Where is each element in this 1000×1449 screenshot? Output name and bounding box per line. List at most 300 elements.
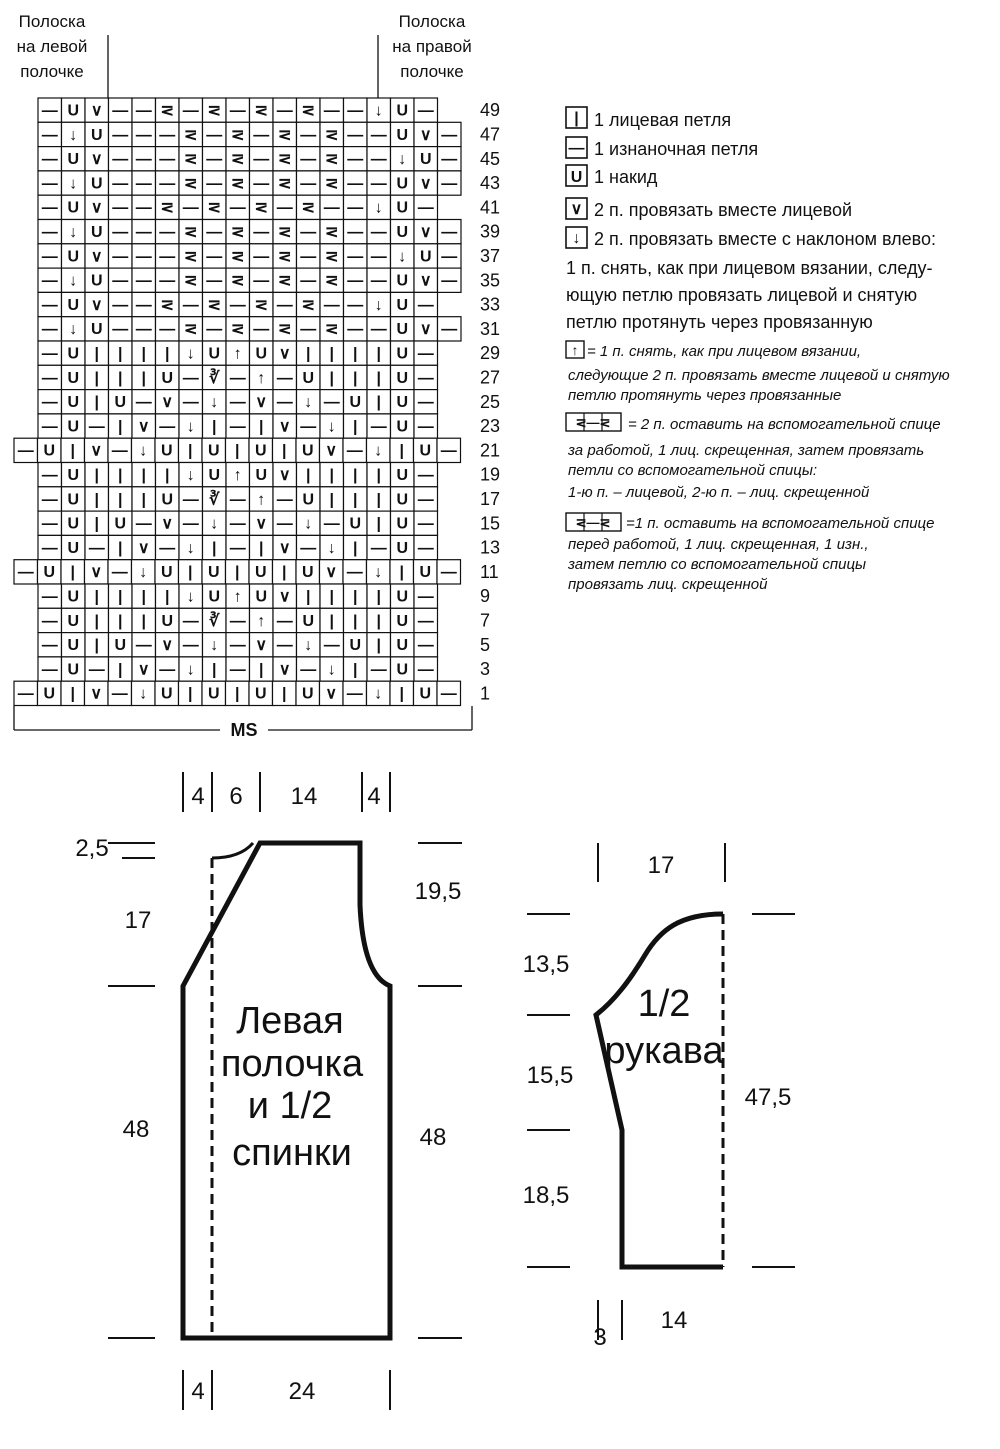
chart-symbol: ∨ — [137, 418, 150, 436]
row-numbers — [480, 100, 500, 703]
chart-symbol: U — [349, 637, 362, 655]
chart-symbol: ∨ — [278, 588, 291, 606]
chart-symbol: — — [370, 223, 387, 241]
row-number: 33 — [480, 294, 501, 315]
chart-symbol: ⋜ — [301, 296, 315, 314]
chart-symbol: U — [90, 126, 103, 144]
cross-right-line-4: провязать лиц. скрещенной — [568, 576, 768, 593]
chart-symbol: U — [396, 612, 409, 630]
chart-symbol: | — [259, 661, 264, 679]
chart-symbol: U — [396, 296, 409, 314]
legend-text-yarnover: 1 накид — [594, 167, 658, 187]
row-number: 1 — [480, 683, 491, 704]
chart-symbol: ↓ — [69, 321, 78, 339]
chart-symbol: U — [396, 466, 409, 484]
chart-symbol: | — [235, 564, 240, 582]
chart-symbol: ∨ — [90, 199, 103, 217]
legend-item-yarnover — [566, 165, 658, 187]
chart-symbol: ↓ — [69, 126, 78, 144]
chart-symbol: | — [376, 369, 381, 387]
chart-symbol: — — [159, 321, 176, 339]
chart-symbol: ↓ — [374, 442, 383, 460]
chart-symbol: ⋜ — [231, 151, 245, 169]
front-dim-side-left: 48 — [122, 1116, 150, 1143]
chart-symbol: — — [206, 321, 223, 339]
chart-symbol: — — [112, 223, 129, 241]
chart-symbol: — — [440, 442, 457, 460]
front-dim-neck: 2,5 — [75, 835, 109, 862]
chart-symbol: ∨ — [325, 442, 338, 460]
chart-symbol: | — [94, 369, 99, 387]
chart-symbol: ⋜ — [231, 248, 245, 266]
purl-symbol: — — [568, 140, 585, 157]
chart-symbol: | — [399, 685, 404, 703]
chart-symbol: ⋜ — [184, 321, 198, 339]
chart-symbol: — — [417, 369, 434, 387]
chart-symbol: U — [396, 491, 409, 509]
row-number: 43 — [480, 173, 501, 194]
chart-symbol: ↑ — [257, 612, 266, 630]
chart-symbol: | — [376, 637, 381, 655]
chart-symbol: U — [90, 272, 103, 290]
row-number: 27 — [480, 367, 501, 388]
chart-symbol: U — [302, 369, 315, 387]
chart-symbol: | — [376, 588, 381, 606]
chart-symbol: — — [417, 588, 434, 606]
chart-symbol: ↓ — [304, 394, 313, 412]
chart-symbol: — — [112, 175, 129, 193]
chart-symbol: — — [346, 564, 363, 582]
cross-left-line-2: за работой, 1 лиц. скрещенная, затем провязать — [568, 442, 925, 459]
chart-symbol: | — [235, 442, 240, 460]
chart-symbol: | — [141, 491, 146, 509]
chart-symbol: — — [41, 418, 58, 436]
row-number: 47 — [480, 124, 501, 145]
chart-symbol: — — [41, 539, 58, 557]
chart-symbol: — — [276, 199, 293, 217]
chart-symbol: — — [441, 223, 458, 241]
chart-symbol: ⋜ — [184, 223, 198, 241]
chart-symbol: ⋜ — [278, 272, 292, 290]
chart-symbol: ∨ — [255, 637, 268, 655]
chart-symbol: | — [212, 539, 217, 557]
chart-symbol: — — [253, 272, 270, 290]
chart-symbol: — — [135, 175, 152, 193]
chart-symbol: — — [88, 661, 105, 679]
chart-symbol: — — [253, 223, 270, 241]
chart-symbol: ↓ — [374, 564, 383, 582]
chart-symbol: ∨ — [255, 394, 268, 412]
chart-symbol: — — [159, 151, 176, 169]
chart-symbol: ↓ — [139, 685, 148, 703]
chart-symbol: U — [396, 126, 409, 144]
chart-symbol: — — [323, 199, 340, 217]
up-arrow-line-1: = 1 п. снять, как при лицевом вязании, — [587, 343, 862, 360]
front-label-line-1: Левая — [236, 1000, 344, 1042]
chart-symbol: — — [441, 151, 458, 169]
chart-symbol: — — [111, 685, 128, 703]
chart-symbol: — — [41, 296, 58, 314]
chart-symbol: ↑ — [233, 345, 242, 363]
chart-symbol: | — [376, 345, 381, 363]
row-number: 39 — [480, 221, 501, 242]
chart-symbol: ∨ — [90, 151, 103, 169]
chart-symbol: — — [112, 151, 129, 169]
chart-symbol: | — [353, 345, 358, 363]
chart-symbol: U — [67, 588, 80, 606]
chart-symbol: — — [112, 321, 129, 339]
chart-symbol: — — [41, 102, 58, 120]
chart-symbol: ⋜ — [231, 223, 245, 241]
chart-symbol: U — [161, 612, 174, 630]
chart-symbol: U — [301, 442, 314, 460]
chart-symbol: U — [396, 272, 409, 290]
chart-symbol: ↓ — [374, 296, 383, 314]
chart-symbol: — — [417, 661, 434, 679]
chart-symbol: U — [419, 248, 432, 266]
legend-item-knit — [566, 107, 731, 130]
chart-symbol: ∨ — [419, 175, 432, 193]
chart-symbol: — — [182, 199, 199, 217]
chart-symbol: | — [141, 369, 146, 387]
chart-symbol: ⋜ — [207, 296, 221, 314]
chart-symbol: U — [396, 394, 409, 412]
chart-symbol: ∨ — [161, 515, 174, 533]
chart-symbol: | — [94, 491, 99, 509]
chart-symbol: — — [276, 394, 293, 412]
chart-symbol: — — [41, 126, 58, 144]
row-number: 5 — [480, 634, 491, 655]
chart-symbol: U — [67, 612, 80, 630]
chart-symbol: ⋜ — [301, 102, 315, 120]
chart-symbol: | — [118, 539, 123, 557]
chart-symbol: ↑ — [257, 369, 266, 387]
chart-symbol: — — [17, 442, 34, 460]
chart-symbol: ⋜ — [160, 296, 174, 314]
chart-symbol: ↑ — [233, 588, 242, 606]
row-number: 13 — [480, 537, 501, 558]
chart-symbol: — — [323, 296, 340, 314]
chart-symbol: ↑ — [233, 466, 242, 484]
chart-symbol: — — [276, 515, 293, 533]
chart-symbol: — — [41, 491, 58, 509]
chart-symbol: — — [88, 418, 105, 436]
chart-symbol: — — [440, 685, 457, 703]
chart-symbol: | — [306, 345, 311, 363]
front-label-line-4: спинки — [232, 1132, 352, 1174]
chart-symbol: ⋜ — [231, 126, 245, 144]
chart-symbol: ∨ — [325, 685, 338, 703]
chart-symbol: — — [182, 515, 199, 533]
chart-symbol: ⋜ — [278, 321, 292, 339]
front-dim-armhole: 19,5 — [414, 878, 462, 905]
legend-item-up-arrow — [566, 341, 950, 404]
ssk-desc-line-1: 1 п. снять, как при лицевом вязании, следу- — [566, 258, 933, 278]
chart-symbol: — — [417, 394, 434, 412]
chart-symbol: U — [207, 442, 220, 460]
chart-symbol: U — [67, 369, 80, 387]
knitting-chart — [14, 98, 461, 706]
chart-symbol: — — [41, 345, 58, 363]
row-number: 21 — [480, 440, 501, 461]
chart-symbol: ⋜ — [278, 248, 292, 266]
chart-symbol: — — [41, 248, 58, 266]
chart-symbol: U — [254, 564, 267, 582]
chart-symbol: ↓ — [69, 272, 78, 290]
chart-symbol: | — [118, 369, 123, 387]
chart-symbol: | — [94, 466, 99, 484]
chart-symbol: — — [41, 466, 58, 484]
chart-symbol: ∨ — [255, 515, 268, 533]
chart-symbol: — — [253, 321, 270, 339]
chart-symbol: | — [70, 564, 75, 582]
row-number: 17 — [480, 489, 501, 510]
chart-symbol: | — [329, 345, 334, 363]
chart-symbol: U — [419, 151, 432, 169]
sleeve-dim-top: 17 — [647, 852, 675, 879]
up-arrow-line-3: петлю протянуть через провязанные — [568, 387, 842, 404]
chart-symbol: U — [67, 248, 80, 266]
chart-symbol: | — [212, 418, 217, 436]
header-right-line-1: Полоска — [398, 12, 466, 31]
chart-symbol: — — [229, 296, 246, 314]
chart-symbol: U — [254, 685, 267, 703]
chart-symbol: U — [302, 491, 315, 509]
chart-symbol: | — [165, 466, 170, 484]
legend-text-k2tog: 2 п. провязать вместе лицевой — [594, 200, 853, 220]
chart-symbol: — — [135, 248, 152, 266]
chart-symbol: | — [329, 612, 334, 630]
chart-symbol: | — [376, 515, 381, 533]
chart-symbol: | — [70, 685, 75, 703]
sleeve-dim-mid: 15,5 — [526, 1062, 574, 1089]
chart-symbol: — — [323, 394, 340, 412]
ssk-desc-line-3: петлю протянуть через провязанную — [566, 312, 873, 332]
chart-symbol: ↓ — [139, 564, 148, 582]
chart-symbol: — — [182, 369, 199, 387]
chart-symbol: — — [417, 612, 434, 630]
chart-symbol: — — [229, 637, 246, 655]
legend-item-k2tog — [566, 198, 852, 220]
chart-symbol: | — [94, 612, 99, 630]
knit-symbol: | — [574, 110, 579, 127]
chart-symbol: U — [160, 685, 173, 703]
row-number: 23 — [480, 416, 501, 437]
chart-symbol: ↓ — [327, 418, 336, 436]
chart-symbol: — — [206, 272, 223, 290]
chart-symbol: — — [41, 612, 58, 630]
chart-symbol: — — [441, 248, 458, 266]
chart-symbol: | — [94, 588, 99, 606]
sleeve-outline — [596, 914, 723, 1267]
chart-symbol: — — [135, 126, 152, 144]
chart-symbol: ∨ — [90, 296, 103, 314]
chart-symbol: — — [417, 102, 434, 120]
sleeve-label-line-1: 1/2 — [637, 983, 691, 1025]
sleeve-dim-bottom-b: 14 — [660, 1307, 688, 1334]
chart-symbol: U — [160, 442, 173, 460]
chart-symbol: U — [67, 394, 80, 412]
chart-symbol: ↓ — [398, 151, 407, 169]
chart-symbol: — — [159, 418, 176, 436]
chart-symbol: ⋜ — [325, 175, 339, 193]
chart-symbol: ⋜ — [231, 272, 245, 290]
chart-symbol: — — [112, 248, 129, 266]
legend-item-purl — [566, 137, 758, 159]
chart-symbol: ↓ — [210, 515, 219, 533]
chart-symbol: — — [41, 369, 58, 387]
chart-symbol: U — [419, 442, 432, 460]
chart-symbol: — — [206, 248, 223, 266]
chart-symbol: — — [347, 199, 364, 217]
chart-symbol: — — [112, 296, 129, 314]
chart-symbol: — — [370, 418, 387, 436]
front-piece — [75, 772, 462, 1410]
chart-symbol: | — [94, 394, 99, 412]
chart-symbol: | — [329, 466, 334, 484]
chart-symbol: — — [159, 272, 176, 290]
chart-symbol: ⋜ — [184, 175, 198, 193]
sleeve-dim-bottom-a: 3 — [593, 1324, 607, 1351]
sleeve-dim-length: 47,5 — [744, 1084, 792, 1111]
chart-symbol: ⋜ — [325, 272, 339, 290]
chart-symbol: — — [112, 102, 129, 120]
chart-symbol: — — [112, 126, 129, 144]
chart-symbol: U — [396, 223, 409, 241]
chart-symbol: — — [253, 248, 270, 266]
legend-item-ssk — [566, 227, 936, 249]
chart-symbol: | — [376, 466, 381, 484]
chart-symbol: — — [276, 491, 293, 509]
legend-item-cross-left — [566, 413, 941, 501]
chart-symbol: — — [41, 515, 58, 533]
chart-symbol: ⋜ — [184, 151, 198, 169]
chart-symbol: | — [329, 491, 334, 509]
row-number: 19 — [480, 464, 501, 485]
chart-symbol: | — [376, 491, 381, 509]
chart-symbol: ∛ — [209, 491, 220, 509]
chart-symbol: — — [135, 394, 152, 412]
chart-symbol: ∛ — [209, 369, 220, 387]
chart-symbol: — — [17, 685, 34, 703]
chart-symbol: ↓ — [69, 175, 78, 193]
chart-symbol: — — [323, 515, 340, 533]
chart-symbol: U — [161, 491, 174, 509]
chart-symbol: U — [67, 418, 80, 436]
chart-symbol: — — [417, 199, 434, 217]
front-dim-shoulder: 17 — [124, 907, 152, 934]
chart-symbol: — — [229, 539, 246, 557]
chart-symbol: — — [300, 321, 317, 339]
chart-symbol: | — [376, 394, 381, 412]
chart-symbol: U — [396, 175, 409, 193]
chart-symbol: ∨ — [90, 442, 103, 460]
chart-symbol: ⋜ — [184, 126, 198, 144]
chart-symbol: ⋜ — [278, 151, 292, 169]
chart-symbol: — — [300, 248, 317, 266]
chart-symbol: | — [188, 442, 193, 460]
chart-symbol: — — [347, 151, 364, 169]
chart-symbol: U — [67, 661, 80, 679]
chart-symbol: — — [135, 321, 152, 339]
chart-symbol: — — [112, 272, 129, 290]
chart-symbol: U — [67, 199, 80, 217]
chart-symbol: | — [141, 345, 146, 363]
chart-symbol: ⋜ — [254, 199, 268, 217]
chart-symbol: — — [41, 394, 58, 412]
chart-symbol: ∛ — [209, 612, 220, 630]
row-number: 29 — [480, 343, 501, 364]
chart-symbol: ⋜ — [278, 175, 292, 193]
chart-symbol: | — [118, 588, 123, 606]
chart-symbol: U — [396, 539, 409, 557]
chart-symbol: ∨ — [278, 345, 291, 363]
chart-symbol: | — [235, 685, 240, 703]
chart-symbol: — — [276, 102, 293, 120]
chart-symbol: | — [259, 539, 264, 557]
chart-symbol: — — [112, 199, 129, 217]
chart-symbol: ⋜ — [160, 102, 174, 120]
chart-symbol: — — [323, 637, 340, 655]
chart-symbol: ∨ — [278, 418, 291, 436]
chart-symbol: — — [135, 199, 152, 217]
chart-symbol: — — [229, 661, 246, 679]
chart-symbol: ∨ — [278, 466, 291, 484]
chart-symbol: | — [94, 345, 99, 363]
chart-symbol: — — [41, 199, 58, 217]
chart-symbol: — — [41, 175, 58, 193]
chart-symbol: U — [255, 345, 268, 363]
chart-symbol: — — [88, 539, 105, 557]
chart-symbol: | — [353, 539, 358, 557]
chart-symbol: ⋜ — [278, 126, 292, 144]
chart-symbol: U — [208, 588, 221, 606]
chart-symbol: ∨ — [278, 661, 291, 679]
chart-symbol: — — [417, 637, 434, 655]
chart-symbol: U — [396, 588, 409, 606]
header-right-line-3: полочке — [400, 62, 464, 81]
chart-symbol: — — [346, 442, 363, 460]
chart-symbol: — — [182, 612, 199, 630]
chart-symbol: — — [346, 685, 363, 703]
chart-symbol: — — [229, 418, 246, 436]
chart-symbol: ⋜ — [231, 175, 245, 193]
chart-symbol: — — [135, 272, 152, 290]
chart-symbol: — — [323, 102, 340, 120]
chart-symbol: | — [353, 369, 358, 387]
chart-symbol: U — [396, 637, 409, 655]
chart-symbol: U — [255, 588, 268, 606]
chart-symbol: ⋜ — [207, 199, 221, 217]
chart-symbol: U — [67, 515, 80, 533]
row-number: 7 — [480, 610, 491, 631]
chart-symbol: ∨ — [90, 685, 103, 703]
chart-symbol: — — [229, 102, 246, 120]
row-number: 25 — [480, 391, 501, 412]
chart-symbol: U — [67, 345, 80, 363]
chart-symbol: ⋜ — [207, 102, 221, 120]
chart-symbol: ⋜ — [184, 272, 198, 290]
chart-symbol: — — [300, 126, 317, 144]
cross-right-symbol: ⋜—⋜ — [575, 515, 611, 530]
chart-symbol: — — [111, 564, 128, 582]
chart-symbol: ↓ — [374, 685, 383, 703]
row-number: 9 — [480, 586, 491, 607]
chart-symbol: U — [90, 321, 103, 339]
front-neckline — [212, 843, 253, 858]
chart-symbol: — — [441, 175, 458, 193]
chart-symbol: U — [396, 102, 409, 120]
